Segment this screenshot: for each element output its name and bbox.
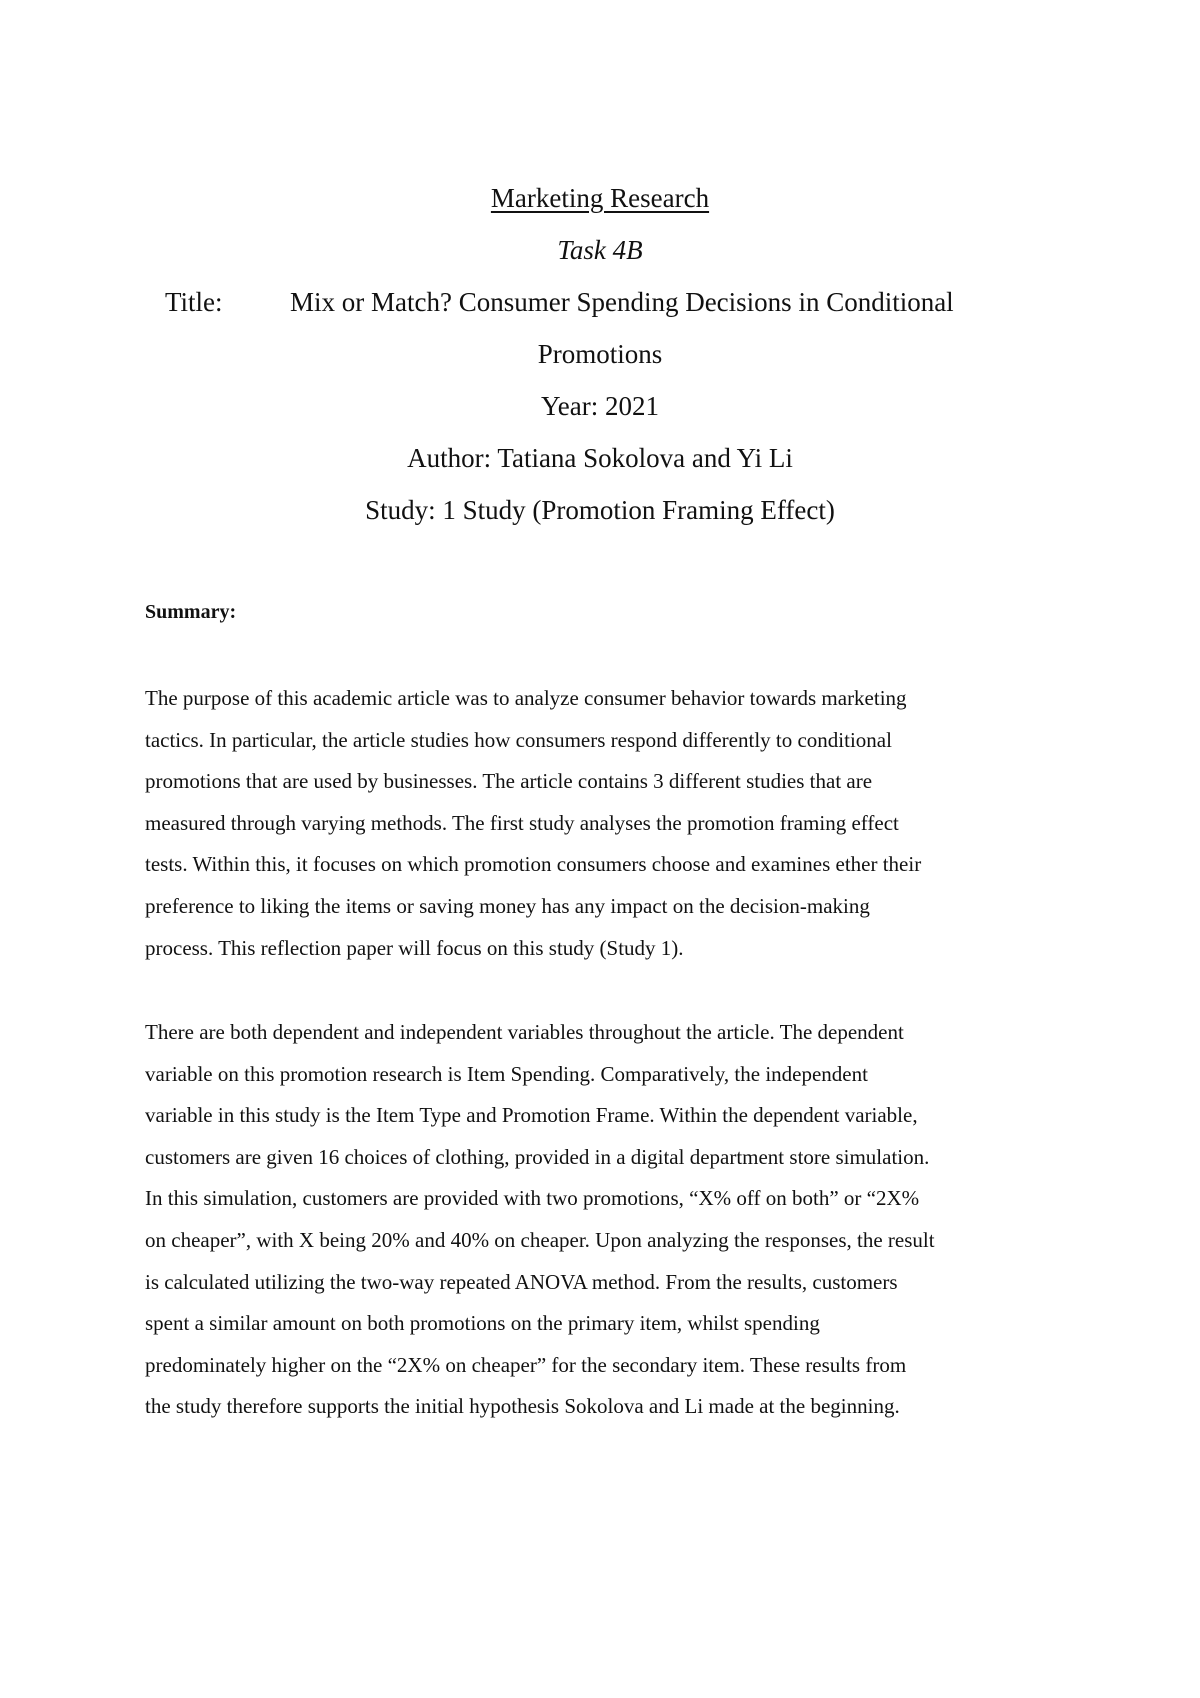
article-authors: Author: Tatiana Sokolova and Yi Li <box>407 443 793 473</box>
paragraph-line: The purpose of this academic article was to analyze consumer behavior towards marketing <box>145 686 907 710</box>
paragraph-line: variable on this promotion research is Item Spending. Comparatively, the independent <box>145 1061 868 1086</box>
paragraph-line: on cheaper”, with X being 20% and 40% on cheaper. Upon analyzing the responses, the result <box>145 1227 935 1252</box>
paragraph-line: preference to liking the items or saving money has any impact on the decision-making <box>145 893 870 918</box>
paragraph-line: tests. Within this, it focuses on which promotion consumers choose and examines ether their <box>145 852 922 877</box>
document-header <box>0 172 1200 536</box>
paragraph-line: is calculated utilizing the two-way repeated ANOVA method. From the results, customers <box>145 1269 898 1294</box>
publication-year: Year: 2021 <box>540 391 659 421</box>
paragraph-line: variable in this study is the Item Type and Promotion Frame. Within the dependent variable, <box>145 1103 918 1128</box>
summary-heading: Summary: <box>145 601 237 623</box>
study-description: Study: 1 Study (Promotion Framing Effect) <box>365 495 835 525</box>
paragraph-line: In this simulation, customers are provided with two promotions, “X% off on both” or “2X% <box>145 1186 920 1211</box>
course-title: Marketing Research <box>490 183 710 213</box>
paragraph-line: promotions that are used by businesses. The article contains 3 different studies that are <box>145 769 873 794</box>
paragraph-line: spent a similar amount on both promotions on the primary item, whilst spending <box>145 1311 820 1336</box>
article-title-continued: Promotions <box>537 339 663 369</box>
task-label: Task 4B <box>557 235 643 265</box>
summary-paragraph-1 <box>145 678 1075 969</box>
article-title-row <box>0 276 1200 328</box>
title-label: Title: <box>165 287 223 317</box>
paragraph-line: the study therefore supports the initial hypothesis Sokolova and Li made at the beginning. <box>145 1394 900 1419</box>
summary-paragraph-2 <box>145 1012 1075 1428</box>
paragraph-line: process. This reflection paper will focus on this study (Study 1). <box>145 935 684 960</box>
paragraph-line: tactics. In particular, the article studies how consumers respond differently to conditional <box>145 727 892 752</box>
paragraph-line: customers are given 16 choices of clothing, provided in a digital department store simulation. <box>145 1144 930 1169</box>
paragraph-line: There are both dependent and independent variables throughout the article. The dependent <box>145 1020 904 1044</box>
paragraph-line: measured through varying methods. The first study analyses the promotion framing effect <box>145 810 899 835</box>
article-title: Mix or Match? Consumer Spending Decisions in Conditional <box>290 287 954 317</box>
paragraph-line: predominately higher on the “2X% on cheaper” for the secondary item. These results from <box>145 1352 907 1377</box>
